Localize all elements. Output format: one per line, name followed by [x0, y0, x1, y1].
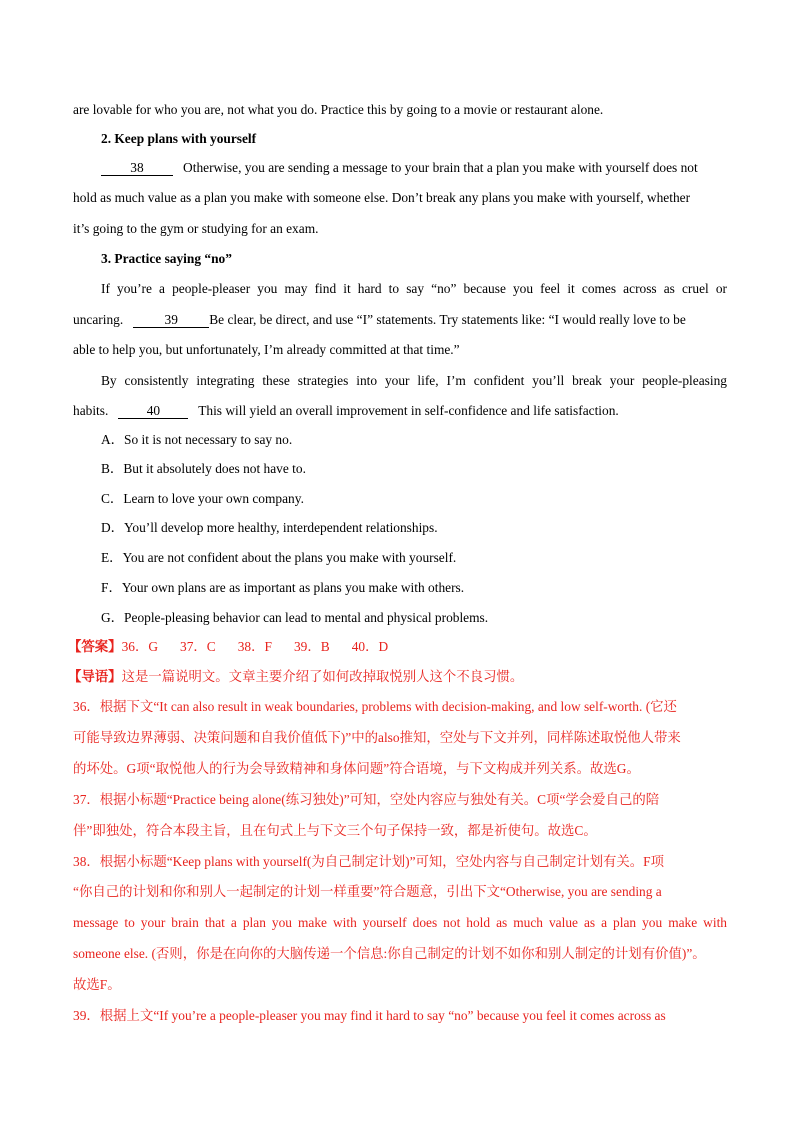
intro-line: are lovable for who you are, not what you do. Practice this by going to a movie or restaurant alone. — [73, 102, 604, 117]
answer-39: 39．B — [293, 639, 330, 654]
explanation-37-line-2: 伴”即独处，符合本段主旨，且在句式上与下文三个句子保持一致，都是祈使句。故选C。 — [73, 823, 597, 838]
answer-36: 36．G — [121, 639, 159, 654]
paragraph-2-text-1: Otherwise, you are sending a message to your brain that a plan you make with yourself does not — [183, 160, 698, 175]
explanation-38-line-3: message to your brain that a plan you make with yourself does not hold as much value as a plan you make with — [73, 915, 727, 930]
guide-label: 【导语】 — [68, 669, 122, 684]
explanation-36-line-1: 36．根据下文“It can also result in weak boundaries, problems with decision-making, and low self-worth. (它还 — [73, 699, 677, 714]
explanation-38-line-2: “你自己的计划和你和别人一起制定的计划一样重要”符合题意，引出下文“Otherwise, you are sending a — [73, 884, 662, 899]
blank-40: 40 — [118, 403, 188, 419]
answer-line — [68, 638, 722, 656]
paragraph-4-text-b: This will yield an overall improvement in self-confidence and life satisfaction. — [198, 403, 619, 418]
option-b: B．But it absolutely does not have to. — [101, 461, 306, 476]
answer-37: 37．C — [180, 639, 216, 654]
paragraph-3-text-b: Be clear, be direct, and use “I” statements. Try statements like: “I would really love to be — [209, 312, 686, 327]
paragraph-2-line-3: it’s going to the gym or studying for an exam. — [73, 221, 319, 236]
option-c: C．Learn to love your own company. — [101, 491, 304, 506]
answer-40: 40．D — [351, 639, 389, 654]
paragraph-3-line-2 — [73, 311, 727, 329]
explanation-38-line-1: 38．根据小标题“Keep plans with yourself(为自己制定计划)”可知，空处内容与自己制定计划有关。F项 — [73, 854, 664, 869]
explanation-36-line-3: 的坏处。G项“取悦他人的行为会导致精神和身体问题”符合语境，与下文构成并列关系。故选G。 — [73, 761, 640, 776]
explanation-36-line-2: 可能导致边界薄弱、决策问题和自我价值低下)”中的also推知，空处与下文并列，同样陈述取悦他人带来 — [73, 730, 681, 745]
paragraph-4-text-a: habits. — [73, 403, 109, 418]
paragraph-3-line-3: able to help you, but unfortunately, I’m already committed at that time.” — [73, 342, 460, 357]
paragraph-2-line-2: hold as much value as a plan you make with someone else. Don’t break any plans you make with yourself, whether — [73, 190, 691, 205]
option-a: A．So it is not necessary to say no. — [101, 432, 293, 447]
option-g: G．People-pleasing behavior can lead to mental and physical problems. — [101, 610, 489, 625]
option-d: D．You’ll develop more healthy, interdependent relationships. — [101, 520, 438, 535]
option-e: E．You are not confident about the plans you make with yourself. — [101, 550, 457, 565]
paragraph-4-line-2 — [73, 402, 727, 420]
paragraph-3-text-a: uncaring. — [73, 312, 124, 327]
heading-practice-no: 3. Practice saying “no” — [101, 251, 232, 266]
paragraph-4-line-1: By consistently integrating these strategies into your life, I’m confident you’ll break your people-pleasing — [101, 373, 727, 388]
guide-line — [68, 668, 722, 686]
explanation-38-line-5: 故选F。 — [73, 977, 121, 992]
guide-text: 这是一篇说明文。文章主要介绍了如何改掉取悦别人这个不良习惯。 — [121, 669, 524, 684]
blank-38: 38 — [101, 160, 173, 176]
paragraph-2-line-1 — [101, 159, 755, 177]
paragraph-3-line-1: If you’re a people-pleaser you may find it hard to say “no” because you feel it comes across as cruel or — [101, 281, 727, 296]
explanation-37-line-1: 37．根据小标题“Practice being alone(练习独处)”可知，空处内容应与独处有关。C项“学会爱自己的陪 — [73, 792, 660, 807]
answer-38: 38．F — [237, 639, 272, 654]
heading-keep-plans: 2. Keep plans with yourself — [101, 131, 257, 146]
blank-39: 39 — [133, 312, 209, 328]
explanation-38-line-4: someone else. (否则，你是在向你的大脑传递一个信息:你自己制定的计划不如你和别人制定的计划有价值)”。 — [73, 946, 706, 961]
option-f: F．Your own plans are as important as plans you make with others. — [101, 580, 465, 595]
explanation-39-line-1: 39．根据上文“If you’re a people-pleaser you may find it hard to say “no” because you feel it comes across as — [73, 1008, 666, 1023]
answer-label: 【答案】 — [68, 639, 122, 654]
